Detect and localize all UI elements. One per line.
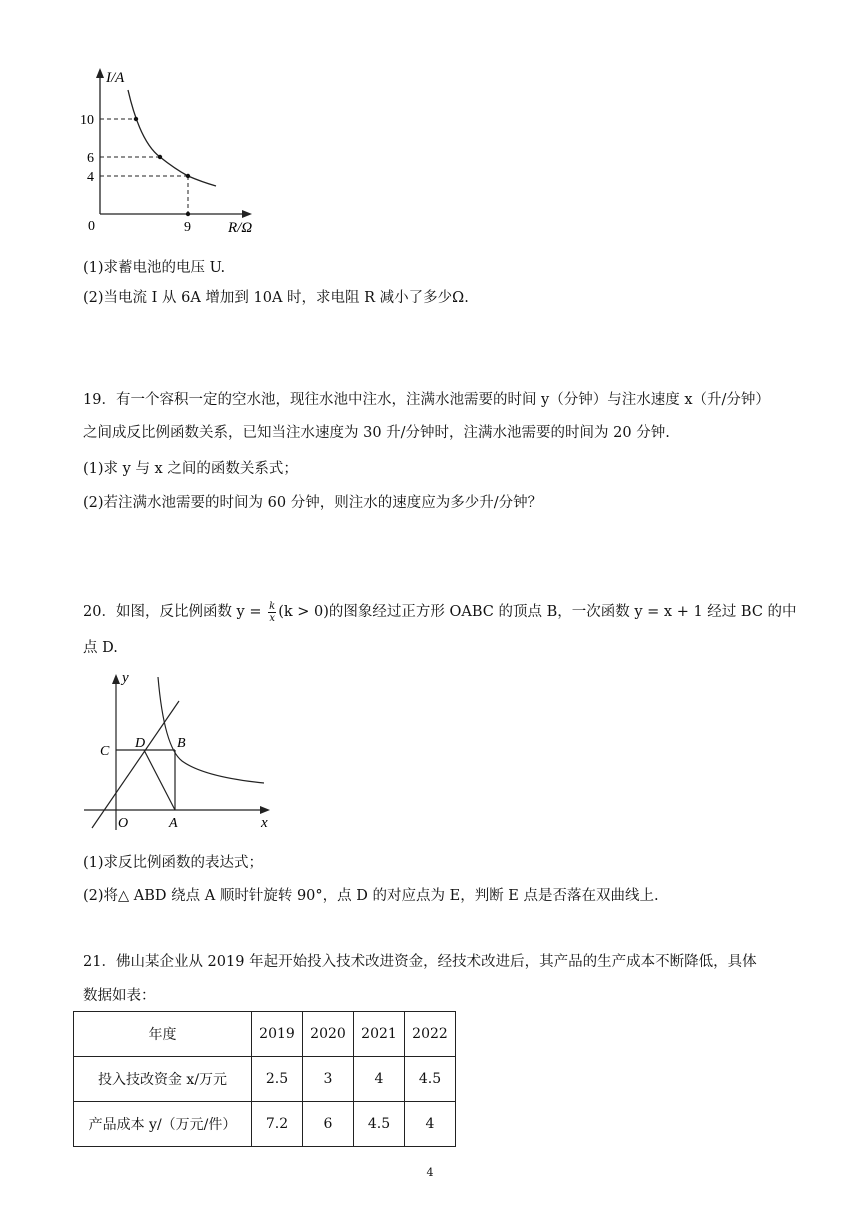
q20-part2: (2)将△ ABD 绕点 A 顺时针旋转 90°，点 D 的对应点为 E，判断 E 点是否落在双曲线上.	[83, 888, 659, 904]
fraction-denominator: x	[269, 612, 275, 624]
label-B: B	[177, 736, 186, 751]
table-cell: 3	[303, 1057, 354, 1102]
q20-text-a: 20．如图，反比例函数 y =	[83, 604, 267, 620]
q19-stem-line2: 之间成反比例函数关系，已知当注水速度为 30 升/分钟时，注满水池需要的时间为 20 分钟.	[83, 425, 670, 441]
table-row	[74, 1057, 456, 1102]
table-cell: 4	[405, 1102, 456, 1147]
label-O: O	[118, 816, 129, 831]
q19-stem-line1: 19．有一个容积一定的空水池，现往水池中注水，注满水池需要的时间 y（分钟）与注水速度 x（升/分钟）	[83, 392, 770, 408]
q18-part1: (1)求蓄电池的电压 U.	[83, 260, 226, 276]
label-D: D	[135, 736, 146, 751]
y-tick-10: 10	[80, 113, 94, 128]
table-cell: 4.5	[354, 1102, 405, 1147]
table-header-cell: 2019	[252, 1012, 303, 1057]
square-hyperbola-graph	[78, 665, 278, 835]
table-header-cell: 2022	[405, 1012, 456, 1057]
q18-part2: (2)当电流 I 从 6A 增加到 10A 时，求电阻 R 减小了多少Ω.	[83, 290, 469, 306]
data-table	[73, 1011, 456, 1147]
table-header-row	[74, 1012, 456, 1057]
table-header-cell: 2021	[354, 1012, 405, 1057]
q21-stem-line2: 数据如表：	[83, 988, 156, 1004]
table-cell: 4	[354, 1057, 405, 1102]
label-C: C	[100, 744, 110, 759]
origin-label: 0	[88, 219, 95, 234]
label-A: A	[169, 816, 178, 831]
label-y: y	[122, 670, 129, 686]
q20-stem-line2: 点 D.	[83, 640, 118, 656]
table-cell: 6	[303, 1102, 354, 1147]
table-header-cell: 年度	[74, 1012, 252, 1057]
y-axis-label: I/A	[106, 70, 125, 86]
q20-stem-line1	[83, 600, 797, 624]
fraction	[268, 601, 276, 624]
table-cell: 2.5	[252, 1057, 303, 1102]
table-header-cell: 2020	[303, 1012, 354, 1057]
table-cell: 4.5	[405, 1057, 456, 1102]
q20-part1: (1)求反比例函数的表达式；	[83, 855, 264, 871]
table-cell: 产品成本 y/（万元/件）	[74, 1102, 252, 1147]
y-tick-4: 4	[87, 170, 94, 185]
x-axis-label: R/Ω	[228, 220, 253, 236]
label-x: x	[261, 815, 268, 831]
page-number: 4	[426, 1166, 434, 1179]
q21-stem-line1: 21．佛山某企业从 2019 年起开始投入技术改进资金，经技术改进后，其产品的生产成本不断降低，具体	[83, 954, 757, 970]
x-tick-9: 9	[184, 220, 191, 235]
table-row	[74, 1102, 456, 1147]
table-cell: 7.2	[252, 1102, 303, 1147]
fraction-numerator: k	[269, 600, 276, 612]
q19-part1: (1)求 y 与 x 之间的函数关系式；	[83, 461, 298, 477]
q19-part2: (2)若注满水池需要的时间为 60 分钟，则注水的速度应为多少升/分钟？	[83, 495, 543, 511]
table-cell: 投入技改资金 x/万元	[74, 1057, 252, 1102]
y-tick-6: 6	[87, 151, 94, 166]
q20-text-b: (k > 0)的图象经过正方形 OABC 的顶点 B，一次函数 y = x + 1 经过 BC 的中	[278, 604, 797, 620]
current-resistance-graph	[70, 62, 270, 240]
